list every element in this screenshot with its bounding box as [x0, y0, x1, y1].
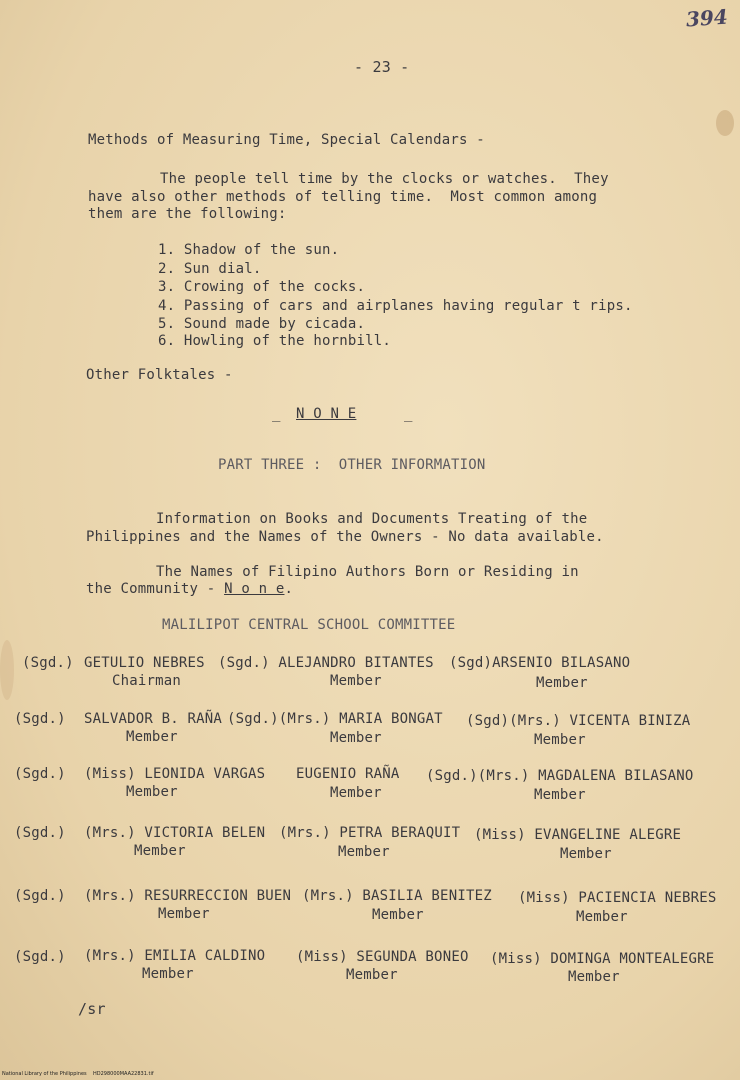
signatory-name: (Miss) LEONIDA VARGAS: [84, 766, 266, 782]
signatory-role: Member: [158, 906, 210, 922]
signatory-role: Member: [534, 732, 586, 748]
none-dash-left: _: [272, 406, 281, 422]
signatory-role: Member: [126, 784, 178, 800]
signatory-role: Member: [134, 843, 186, 859]
signatory-name: GETULIO NEBRES: [84, 655, 205, 671]
page-number: - 23 -: [354, 58, 410, 76]
section-heading: Methods of Measuring Time, Special Calendars -: [88, 132, 485, 148]
sgd-label: (Sgd.): [14, 825, 66, 841]
signatory-role: Member: [372, 907, 424, 923]
authors-line: The Names of Filipino Authors Born or Residing in: [156, 564, 579, 580]
info-line: Information on Books and Documents Treating of the: [156, 511, 588, 527]
signatory-role: Member: [536, 675, 588, 691]
signatory-name: SALVADOR B. RAÑA: [84, 711, 223, 727]
authors-prefix: the Community -: [86, 581, 225, 597]
sgd-label: (Sgd.): [14, 888, 66, 904]
signatory-role: Member: [142, 966, 194, 982]
signatory-role: Member: [338, 844, 390, 860]
none-dash-right: _: [404, 406, 413, 422]
sgd-label: (Sgd.): [22, 655, 74, 671]
signatory-role: Member: [330, 785, 382, 801]
list-item: 2. Sun dial.: [158, 261, 262, 277]
list-item: 4. Passing of cars and airplanes having regular t rips.: [158, 298, 633, 314]
signatory-role: Chairman: [112, 673, 182, 689]
committee-title: MALILIPOT CENTRAL SCHOOL COMMITTEE: [162, 617, 456, 633]
signatory-name: (Mrs.) RESURRECCION BUEN: [84, 888, 292, 904]
intro-line: The people tell time by the clocks or watches. They: [160, 171, 609, 187]
signatory-role: Member: [330, 673, 382, 689]
signatory-role: Member: [568, 969, 620, 985]
authors-none: N o n e: [224, 581, 285, 597]
signatory-name: EUGENIO RAÑA: [296, 766, 400, 782]
signatory-role: Member: [346, 967, 398, 983]
signatory-role: Member: [534, 787, 586, 803]
list-item: 3. Crowing of the cocks.: [158, 279, 366, 295]
signatory-role: Member: [126, 729, 178, 745]
paper-stain: [716, 110, 734, 136]
signatory-role: Member: [560, 846, 612, 862]
signatory-role: Member: [330, 730, 382, 746]
signatory-name: (Mrs.) PETRA BERAQUIT: [279, 825, 461, 841]
signatory-role: Member: [576, 909, 628, 925]
none-marker: N O N E: [296, 406, 357, 422]
signatory-name: (Sgd)(Mrs.) VICENTA BINIZA: [466, 713, 691, 729]
typist-initials: /sr: [78, 1000, 106, 1018]
list-item: 1. Shadow of the sun.: [158, 242, 340, 258]
paper-stain: [0, 640, 14, 700]
signatory-name: (Mrs.) BASILIA BENITEZ: [302, 888, 492, 904]
intro-line: have also other methods of telling time. Most common among: [88, 189, 598, 205]
info-line: Philippines and the Names of the Owners - No data available.: [86, 529, 604, 545]
other-folktales-heading: Other Folktales -: [86, 367, 233, 383]
corner-page-number: 394: [685, 4, 729, 32]
signatory-name: (Sgd.) ALEJANDRO BITANTES: [218, 655, 434, 671]
signatory-name: (Mrs.) VICTORIA BELEN: [84, 825, 266, 841]
list-item: 5. Sound made by cicada.: [158, 316, 366, 332]
signatory-name: (Miss) EVANGELINE ALEGRE: [474, 827, 682, 843]
signatory-name: (Miss) DOMINGA MONTEALEGRE: [490, 951, 715, 967]
authors-period: .: [284, 581, 294, 597]
authors-line: [86, 580, 293, 598]
intro-line: them are the following:: [88, 206, 287, 222]
signatory-name: (Sgd.)(Mrs.) MARIA BONGAT: [227, 711, 443, 727]
signatory-name: (Sgd)ARSENIO BILASANO: [449, 655, 631, 671]
part-three-heading: PART THREE : OTHER INFORMATION: [218, 457, 486, 473]
signatory-name: (Miss) SEGUNDA BONEO: [296, 949, 469, 965]
sgd-label: (Sgd.): [14, 766, 66, 782]
signatory-name: (Sgd.)(Mrs.) MAGDALENA BILASANO: [426, 768, 694, 784]
signatory-name: (Miss) PACIENCIA NEBRES: [518, 890, 717, 906]
sgd-label: (Sgd.): [14, 711, 66, 727]
list-item: 6. Howling of the hornbill.: [158, 333, 391, 349]
signatory-name: (Mrs.) EMILIA CALDINO: [84, 948, 266, 964]
sgd-label: (Sgd.): [14, 949, 66, 965]
scan-footer: National Library of the Philippines HD298000MAA22831.tif: [2, 1071, 154, 1077]
